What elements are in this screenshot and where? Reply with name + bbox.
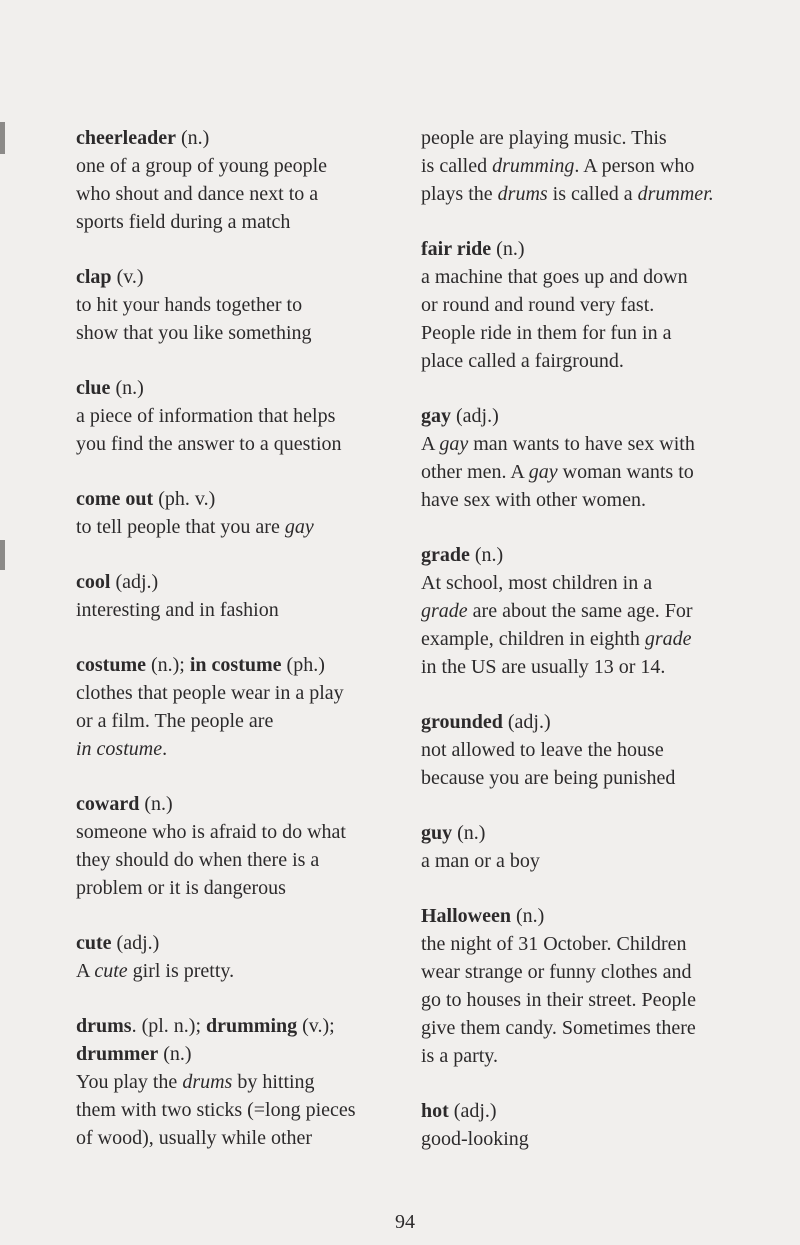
entry-definition-line bbox=[76, 707, 396, 735]
italic-term: gay bbox=[439, 433, 469, 455]
text-run: wear strange or funny clothes and bbox=[421, 961, 692, 983]
glossary-entry bbox=[421, 819, 751, 875]
entry-definition-line bbox=[76, 874, 396, 902]
entry-definition-line bbox=[421, 986, 751, 1014]
entry-definition-line bbox=[76, 1040, 396, 1068]
entry-definition-line bbox=[76, 1068, 396, 1096]
text-run: You play the bbox=[76, 1071, 183, 1093]
entry-heading bbox=[76, 485, 396, 513]
text-run: are about the same age. For bbox=[467, 600, 693, 622]
entry-heading bbox=[421, 902, 751, 930]
entry-heading bbox=[76, 790, 396, 818]
entry-heading bbox=[76, 263, 396, 291]
text-run: or a film. The people are bbox=[76, 710, 274, 732]
glossary-entry bbox=[76, 651, 396, 763]
entry-definition-line bbox=[421, 569, 751, 597]
text-run: in the US are usually 13 or 14. bbox=[421, 656, 666, 678]
headword: fair ride bbox=[421, 238, 492, 260]
text-run: (n.) bbox=[469, 544, 504, 566]
text-run: (ph. v.) bbox=[153, 488, 216, 510]
entry-definition-line bbox=[421, 625, 751, 653]
text-run: At school, most children in a bbox=[421, 572, 653, 594]
italic-term: grade bbox=[421, 600, 468, 622]
headword: hot bbox=[421, 1100, 449, 1122]
entry-definition-line bbox=[421, 847, 751, 875]
italic-term: gay bbox=[528, 461, 558, 483]
entry-definition-line bbox=[76, 208, 396, 236]
text-run: A bbox=[76, 960, 95, 982]
glossary-entry bbox=[421, 1097, 751, 1153]
glossary-entry bbox=[76, 263, 396, 347]
text-run: go to houses in their street. People bbox=[421, 989, 696, 1011]
italic-term: grade bbox=[644, 628, 692, 650]
headword: grade bbox=[421, 544, 470, 566]
glossary-column-right bbox=[421, 124, 751, 1180]
text-run: plays the bbox=[421, 183, 498, 205]
text-run: (n.) bbox=[491, 238, 525, 260]
glossary-entry bbox=[421, 235, 751, 375]
text-run: (adj.) bbox=[111, 932, 160, 954]
text-run: man wants to have sex with bbox=[468, 433, 695, 455]
text-run: a piece of information that helps bbox=[76, 405, 336, 427]
text-run: sports field during a match bbox=[76, 211, 291, 233]
entry-definition-line bbox=[76, 152, 396, 180]
headword: cheerleader bbox=[76, 127, 176, 149]
entry-definition-line bbox=[421, 152, 751, 180]
text-run: place called a fairground. bbox=[421, 350, 624, 372]
glossary-entry bbox=[76, 1012, 396, 1152]
text-run: they should do when there is a bbox=[76, 849, 320, 871]
text-run: example, children in eighth bbox=[421, 628, 645, 650]
text-run: a man or a boy bbox=[421, 850, 540, 872]
glossary-entry bbox=[76, 124, 396, 236]
glossary-entry bbox=[421, 902, 751, 1070]
entry-definition-line bbox=[76, 846, 396, 874]
entry-definition-line bbox=[421, 319, 751, 347]
text-run: you find the answer to a question bbox=[76, 433, 342, 455]
page-edge-mark bbox=[0, 540, 5, 570]
entry-heading bbox=[421, 541, 751, 569]
entry-heading bbox=[421, 708, 751, 736]
headword: costume bbox=[76, 654, 146, 676]
entry-definition-line bbox=[421, 1042, 751, 1070]
entry-definition-line bbox=[76, 1096, 396, 1124]
entry-heading bbox=[421, 402, 751, 430]
italic-term: in costume bbox=[76, 738, 163, 760]
entry-heading bbox=[421, 819, 751, 847]
headword: in costume bbox=[189, 654, 282, 676]
headword: cute bbox=[76, 932, 112, 954]
entry-definition-line bbox=[421, 1014, 751, 1042]
text-run: someone who is afraid to do what bbox=[76, 821, 346, 843]
entry-heading bbox=[421, 124, 751, 152]
entry-definition-line bbox=[421, 347, 751, 375]
glossary-column-left bbox=[76, 124, 396, 1179]
entry-heading bbox=[76, 1012, 396, 1040]
text-run: (n.) bbox=[158, 1043, 192, 1065]
entry-definition-line bbox=[421, 958, 751, 986]
italic-term: drums bbox=[182, 1071, 233, 1093]
glossary-entry bbox=[76, 485, 396, 541]
text-run: not allowed to leave the house bbox=[421, 739, 664, 761]
text-run: good-looking bbox=[421, 1128, 529, 1150]
text-run: to tell people that you are bbox=[76, 516, 285, 538]
entry-heading bbox=[421, 1097, 751, 1125]
entry-definition-line bbox=[76, 291, 396, 319]
entry-definition-line bbox=[76, 735, 396, 763]
headword: drummer bbox=[76, 1043, 159, 1065]
headword: gay bbox=[421, 405, 451, 427]
text-run: them with two sticks (=long pieces bbox=[76, 1099, 356, 1121]
entry-definition-line bbox=[421, 764, 751, 792]
text-run: . bbox=[162, 738, 168, 760]
text-run: people are playing music. This bbox=[421, 127, 667, 149]
text-run: is called bbox=[421, 155, 493, 177]
text-run: clothes that people wear in a play bbox=[76, 682, 344, 704]
glossary-entry bbox=[421, 124, 751, 208]
entry-definition-line bbox=[421, 458, 751, 486]
entry-heading bbox=[76, 929, 396, 957]
text-run: (adj.) bbox=[110, 571, 159, 593]
headword: grounded bbox=[421, 711, 503, 733]
text-run: have sex with other women. bbox=[421, 489, 646, 511]
text-run: is a party. bbox=[421, 1045, 499, 1067]
text-run: (adj.) bbox=[451, 405, 499, 427]
italic-term: drums bbox=[497, 183, 548, 205]
text-run: . A person who bbox=[574, 155, 695, 177]
text-run: show that you like something bbox=[76, 322, 312, 344]
text-run: a machine that goes up and down bbox=[421, 266, 688, 288]
text-run: (n.) bbox=[452, 822, 486, 844]
entry-definition-line bbox=[421, 486, 751, 514]
glossary-entry bbox=[76, 568, 396, 624]
entry-definition-line bbox=[421, 1125, 751, 1153]
text-run: girl is pretty. bbox=[127, 960, 235, 982]
entry-definition-line bbox=[421, 597, 751, 625]
entry-definition-line bbox=[421, 263, 751, 291]
text-run: (v.) bbox=[111, 266, 144, 288]
headword: clue bbox=[76, 377, 111, 399]
text-run: (adj.) bbox=[502, 711, 551, 733]
entry-definition-line bbox=[421, 430, 751, 458]
text-run: the night of 31 October. Children bbox=[421, 933, 687, 955]
entry-definition-line bbox=[76, 513, 396, 541]
entry-heading bbox=[421, 235, 751, 263]
headword: cool bbox=[76, 571, 111, 593]
entry-heading bbox=[76, 568, 396, 596]
page-number: 94 bbox=[395, 1211, 415, 1233]
headword: drums bbox=[76, 1015, 132, 1037]
text-run: because you are being punished bbox=[421, 767, 676, 789]
glossary-entry bbox=[421, 708, 751, 792]
headword: guy bbox=[421, 822, 453, 844]
entry-definition-line bbox=[76, 319, 396, 347]
text-run: A bbox=[421, 433, 440, 455]
text-run: interesting and in fashion bbox=[76, 599, 279, 621]
text-run: is called a bbox=[547, 183, 638, 205]
text-run: of wood), usually while other bbox=[76, 1127, 313, 1149]
glossary-entry bbox=[76, 790, 396, 902]
entry-heading bbox=[76, 374, 396, 402]
entry-definition-line bbox=[421, 736, 751, 764]
entry-definition-line bbox=[421, 930, 751, 958]
text-run: (ph.) bbox=[281, 654, 325, 676]
entry-definition-line bbox=[76, 402, 396, 430]
text-run: problem or it is dangerous bbox=[76, 877, 286, 899]
glossary-entry bbox=[421, 541, 751, 681]
text-run: other men. A bbox=[421, 461, 529, 483]
headword: drumming bbox=[206, 1015, 298, 1037]
entry-definition-line bbox=[76, 596, 396, 624]
text-run: (n.) bbox=[110, 377, 144, 399]
text-run: (n.); bbox=[145, 654, 190, 676]
entry-definition-line bbox=[76, 818, 396, 846]
italic-term: cute bbox=[94, 960, 128, 982]
headword: Halloween bbox=[421, 905, 511, 927]
glossary-entry bbox=[421, 402, 751, 514]
entry-definition-line bbox=[421, 291, 751, 319]
text-run: (n.) bbox=[139, 793, 173, 815]
text-run: (adj.) bbox=[448, 1100, 497, 1122]
entry-definition-line bbox=[421, 653, 751, 681]
text-run: or round and round very fast. bbox=[421, 294, 655, 316]
text-run: one of a group of young people bbox=[76, 155, 328, 177]
text-run: give them candy. Sometimes there bbox=[421, 1017, 696, 1039]
text-run: . (pl. n.); bbox=[131, 1015, 207, 1037]
text-run: (n.) bbox=[175, 127, 210, 149]
entry-definition-line bbox=[76, 430, 396, 458]
headword: come out bbox=[76, 488, 154, 510]
text-run: woman wants to bbox=[557, 461, 694, 483]
text-run: (v.); bbox=[297, 1015, 335, 1037]
text-run: People ride in them for fun in a bbox=[421, 322, 672, 344]
text-run: who shout and dance next to a bbox=[76, 183, 319, 205]
glossary-entry bbox=[76, 929, 396, 985]
text-run: by hitting bbox=[232, 1071, 315, 1093]
entry-definition-line bbox=[76, 1124, 396, 1152]
glossary-entry bbox=[76, 374, 396, 458]
italic-term: gay bbox=[284, 516, 314, 538]
text-run: to hit your hands together to bbox=[76, 294, 303, 316]
page-edge-mark bbox=[0, 122, 5, 154]
headword: clap bbox=[76, 266, 112, 288]
entry-heading bbox=[76, 651, 396, 679]
italic-term: drumming bbox=[492, 155, 575, 177]
entry-definition-line bbox=[421, 180, 751, 208]
entry-definition-line bbox=[76, 957, 396, 985]
entry-definition-line bbox=[76, 180, 396, 208]
headword: coward bbox=[76, 793, 140, 815]
entry-definition-line bbox=[76, 679, 396, 707]
entry-heading bbox=[76, 124, 396, 152]
italic-term: drummer. bbox=[637, 183, 714, 205]
text-run: (n.) bbox=[511, 905, 545, 927]
